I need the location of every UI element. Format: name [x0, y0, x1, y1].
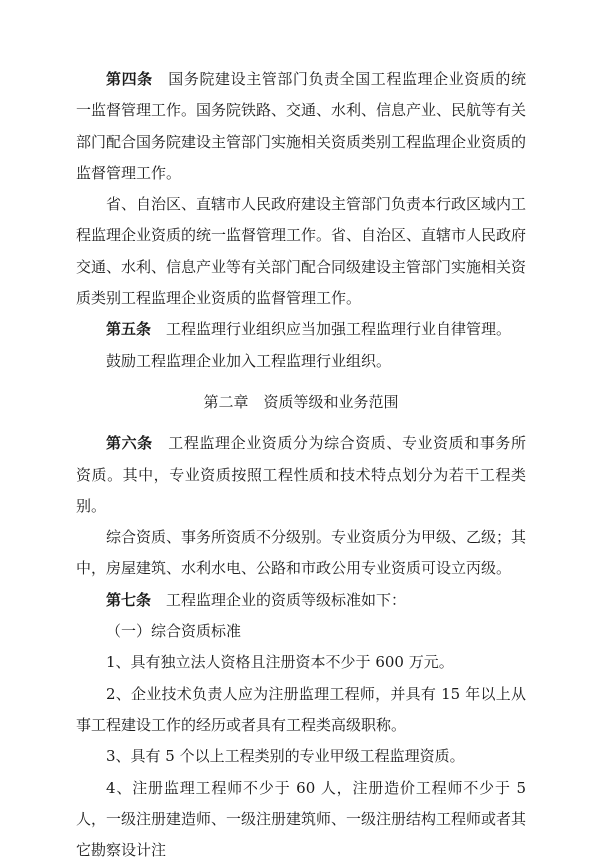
article-6-text: 工程监理企业资质分为综合资质、专业资质和事务所资质。其中，专业资质按照工程性质和技术特点划分为若干工程类别。: [76, 434, 526, 515]
article-4: [76, 64, 526, 189]
article-7: [76, 585, 526, 616]
article-7-text: 工程监理企业的资质等级标准如下：: [166, 590, 407, 609]
article-7-item-4: 4、注册监理工程师不少于 60 人，注册造价工程师不少于 5 人，一级注册建造师、一级注册建筑师、一级注册结构工程师或者其它勘察设计注: [76, 778, 527, 860]
article-4-paragraph-2: 省、自治区、直辖市人民政府建设主管部门负责本行政区域内工程监理企业资质的统一监督管理工作。省、自治区、直辖市人民政府交通、水利、信息产业等有关部门配合同级建设主管部门实施相关资质类别工程监理企业资质的监督管理工作。: [76, 195, 527, 308]
article-5-paragraph-2: 鼓励工程监理企业加入工程监理行业组织。: [106, 351, 392, 370]
article-4-text: 国务院建设主管部门负责全国工程监理企业资质的统一监督管理工作。国务院铁路、交通、水利、信息产业、民航等有关部门配合国务院建设主管部门实施相关资质类别工程监理企业资质的监督管理工作。: [76, 70, 527, 182]
document-body: [76, 64, 526, 866]
article-5-text: 工程监理行业组织应当加强工程监理行业自律管理。: [166, 320, 512, 339]
article-7-subsection-1: （一）综合资质标准: [106, 622, 242, 641]
article-5-label: 第五条: [106, 320, 152, 339]
article-7-item-2: 2、企业技术负责人应为注册监理工程师，并具有 15 年以上从事工程建设工作的经历或者具有工程类高级职称。: [76, 684, 526, 734]
article-6: [76, 428, 526, 522]
article-7-item-3: 3、具有 5 个以上工程类别的专业甲级工程监理资质。: [106, 747, 465, 766]
article-6-label: 第六条: [106, 434, 153, 453]
article-7-item-1: 1、具有独立法人资格且注册资本不少于 600 万元。: [106, 653, 454, 672]
article-6-paragraph-2: 综合资质、事务所资质不分级别。专业资质分为甲级、乙级；其中，房屋建筑、水利水电、公路和市政公用专业资质可设立丙级。: [76, 528, 527, 578]
article-4-label: 第四条: [106, 70, 153, 88]
article-5: [76, 314, 526, 345]
chapter-2-heading: 第二章 资质等级和业务范围: [203, 392, 399, 411]
article-7-label: 第七条: [106, 590, 152, 609]
